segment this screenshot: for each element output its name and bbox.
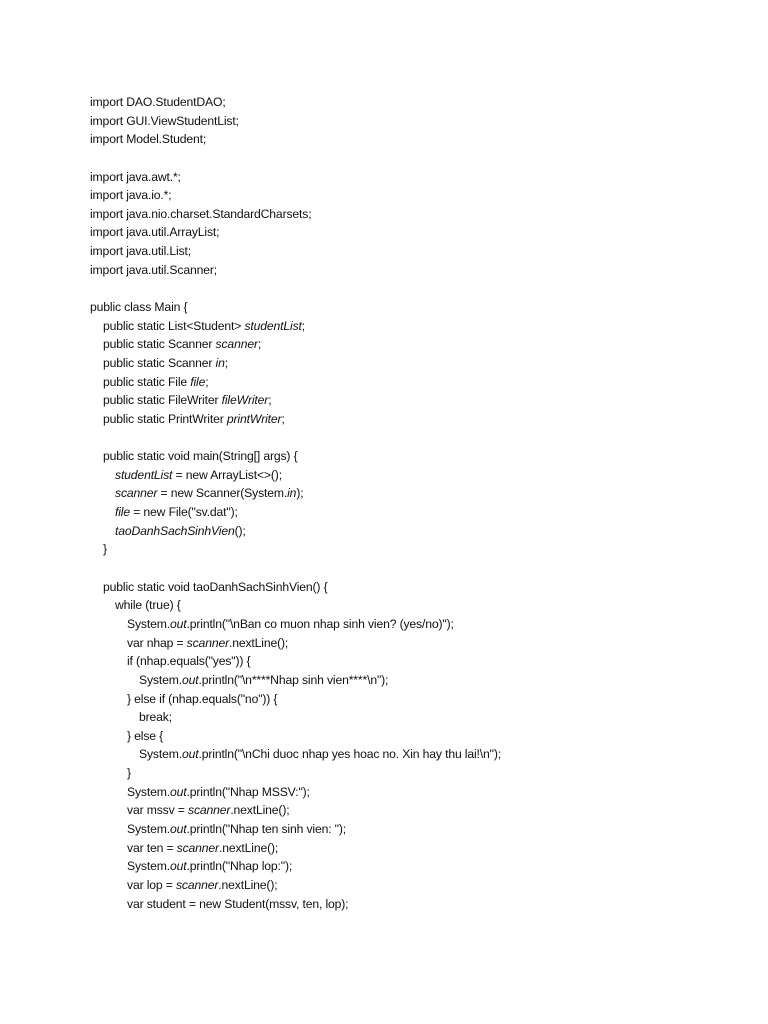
code-token: var student = new Student(mssv, ten, lop); (127, 896, 349, 911)
code-token-italic: out (169, 784, 187, 799)
code-line (90, 410, 740, 429)
code-line (90, 652, 740, 671)
code-token: public static void taoDanhSachSinhVien() { (103, 579, 328, 594)
code-line (90, 895, 740, 914)
code-token-italic: scanner (175, 877, 219, 892)
code-token-italic: scanner (115, 486, 158, 501)
code-token-italic: taoDanhSachSinhVien (115, 523, 235, 538)
code-token: ; (205, 374, 209, 389)
blank-line (90, 279, 740, 298)
code-line (90, 783, 740, 802)
code-token: import GUI.ViewStudentList; (90, 113, 239, 128)
code-token: .println("Nhap MSSV:"); (186, 784, 310, 799)
code-token: .println("Nhap ten sinh vien: "); (186, 821, 346, 836)
code-line (90, 522, 740, 541)
code-token-italic: studentList (115, 467, 173, 482)
code-token: = new File("sv.dat"); (129, 505, 238, 520)
code-line (90, 634, 740, 653)
code-line (90, 391, 740, 410)
code-line (90, 484, 740, 503)
code-line (90, 540, 740, 559)
code-token: } else if (nhap.equals("no")) { (127, 691, 278, 706)
code-token: public class Main { (90, 300, 188, 315)
code-line (90, 745, 740, 764)
code-token: public static void main(String[] args) { (103, 449, 298, 464)
code-line (90, 727, 740, 746)
code-token: .nextLine(); (230, 803, 290, 818)
code-line (90, 205, 740, 224)
code-line (90, 671, 740, 690)
code-token: var nhap = (127, 635, 187, 650)
code-token: import java.util.Scanner; (90, 262, 217, 277)
code-token-italic: out (169, 821, 187, 836)
code-token: while (true) { (115, 598, 181, 613)
code-line (90, 112, 740, 131)
code-token: import Model.Student; (90, 132, 207, 147)
code-token-italic: in (287, 486, 297, 501)
blank-line (90, 149, 740, 168)
code-line (90, 876, 740, 895)
code-line (90, 298, 740, 317)
code-token: ; (268, 393, 272, 408)
code-token: ; (281, 411, 285, 426)
code-token-italic: in (215, 355, 225, 370)
code-token: public static PrintWriter (103, 411, 227, 426)
code-token: .println("\nChi duoc nhap yes hoac no. Xin hay thu lai!\n"); (198, 747, 501, 762)
blank-line (90, 429, 740, 448)
code-token: .println("Nhap lop:"); (186, 859, 293, 874)
code-token-italic: scanner (186, 635, 229, 650)
code-token: import java.util.List; (90, 244, 192, 259)
code-line (90, 578, 740, 597)
code-token: System. (127, 616, 170, 631)
code-token: import java.nio.charset.StandardCharsets; (90, 206, 312, 221)
code-token-italic: fileWriter (221, 393, 269, 408)
code-line (90, 596, 740, 615)
code-line (90, 335, 740, 354)
code-token-italic: printWriter (226, 411, 282, 426)
code-token: ); (296, 486, 304, 501)
code-token-italic: out (181, 672, 199, 687)
code-line (90, 503, 740, 522)
code-token-italic: out (169, 616, 187, 631)
code-token-italic: studentList (244, 318, 302, 333)
code-token: ; (301, 318, 306, 333)
code-token: var ten = (127, 840, 177, 855)
code-token-italic: scanner (188, 803, 231, 818)
code-line (90, 261, 740, 280)
code-line (90, 447, 740, 466)
code-token: System. (127, 821, 170, 836)
code-line (90, 857, 740, 876)
code-line (90, 764, 740, 783)
code-token: .println("\nBan co muon nhap sinh vien? (yes/no)"); (186, 616, 454, 631)
code-token: public static Scanner (103, 337, 216, 352)
code-line (90, 317, 740, 336)
code-token-italic: out (181, 747, 199, 762)
code-token: import DAO.StudentDAO; (90, 95, 226, 109)
code-token: break; (139, 710, 172, 725)
code-token: ; (257, 337, 262, 352)
code-line (90, 242, 740, 261)
code-token: = new Scanner(System. (157, 486, 288, 501)
code-line (90, 223, 740, 242)
code-token: import java.io.*; (90, 188, 172, 203)
code-token: = new ArrayList<>(); (172, 467, 282, 482)
code-token: .nextLine(); (218, 877, 278, 892)
code-token: var mssv = (127, 803, 188, 818)
code-token: public static File (103, 374, 191, 389)
code-line (90, 615, 740, 634)
code-line (90, 820, 740, 839)
code-line (90, 839, 740, 858)
code-token-italic: out (169, 859, 187, 874)
code-line (90, 708, 740, 727)
code-line (90, 130, 740, 149)
code-token-italic: scanner (176, 840, 219, 855)
code-token: } else { (127, 728, 164, 743)
code-token: public static Scanner (103, 355, 216, 370)
code-token: (); (234, 523, 246, 538)
code-token: .nextLine(); (228, 635, 289, 650)
code-line (90, 466, 740, 485)
code-line (90, 186, 740, 205)
code-token: } (127, 766, 131, 781)
code-token: public static FileWriter (103, 393, 222, 408)
code-token: public static List<Student> (103, 318, 245, 333)
code-line (90, 373, 740, 392)
code-token: System. (139, 672, 182, 687)
code-token-italic: file (190, 374, 206, 389)
code-token: System. (139, 747, 182, 762)
code-listing (90, 93, 740, 913)
code-token: .nextLine(); (218, 840, 279, 855)
code-token: import java.awt.*; (90, 169, 181, 184)
code-line (90, 168, 740, 187)
code-token: System. (127, 784, 170, 799)
code-token: if (nhap.equals("yes")) { (127, 654, 251, 669)
code-line (90, 93, 740, 112)
code-token-italic: file (115, 505, 130, 520)
code-line (90, 354, 740, 373)
code-token: } (103, 542, 107, 557)
code-token: var lop = (127, 877, 176, 892)
code-token-italic: scanner (215, 337, 258, 352)
code-line (90, 690, 740, 709)
code-token: ; (224, 355, 228, 370)
code-token: System. (127, 859, 170, 874)
code-token: .println("\n****Nhap sinh vien****\n"); (198, 672, 389, 687)
blank-line (90, 559, 740, 578)
code-line (90, 801, 740, 820)
code-token: import java.util.ArrayList; (90, 225, 220, 240)
